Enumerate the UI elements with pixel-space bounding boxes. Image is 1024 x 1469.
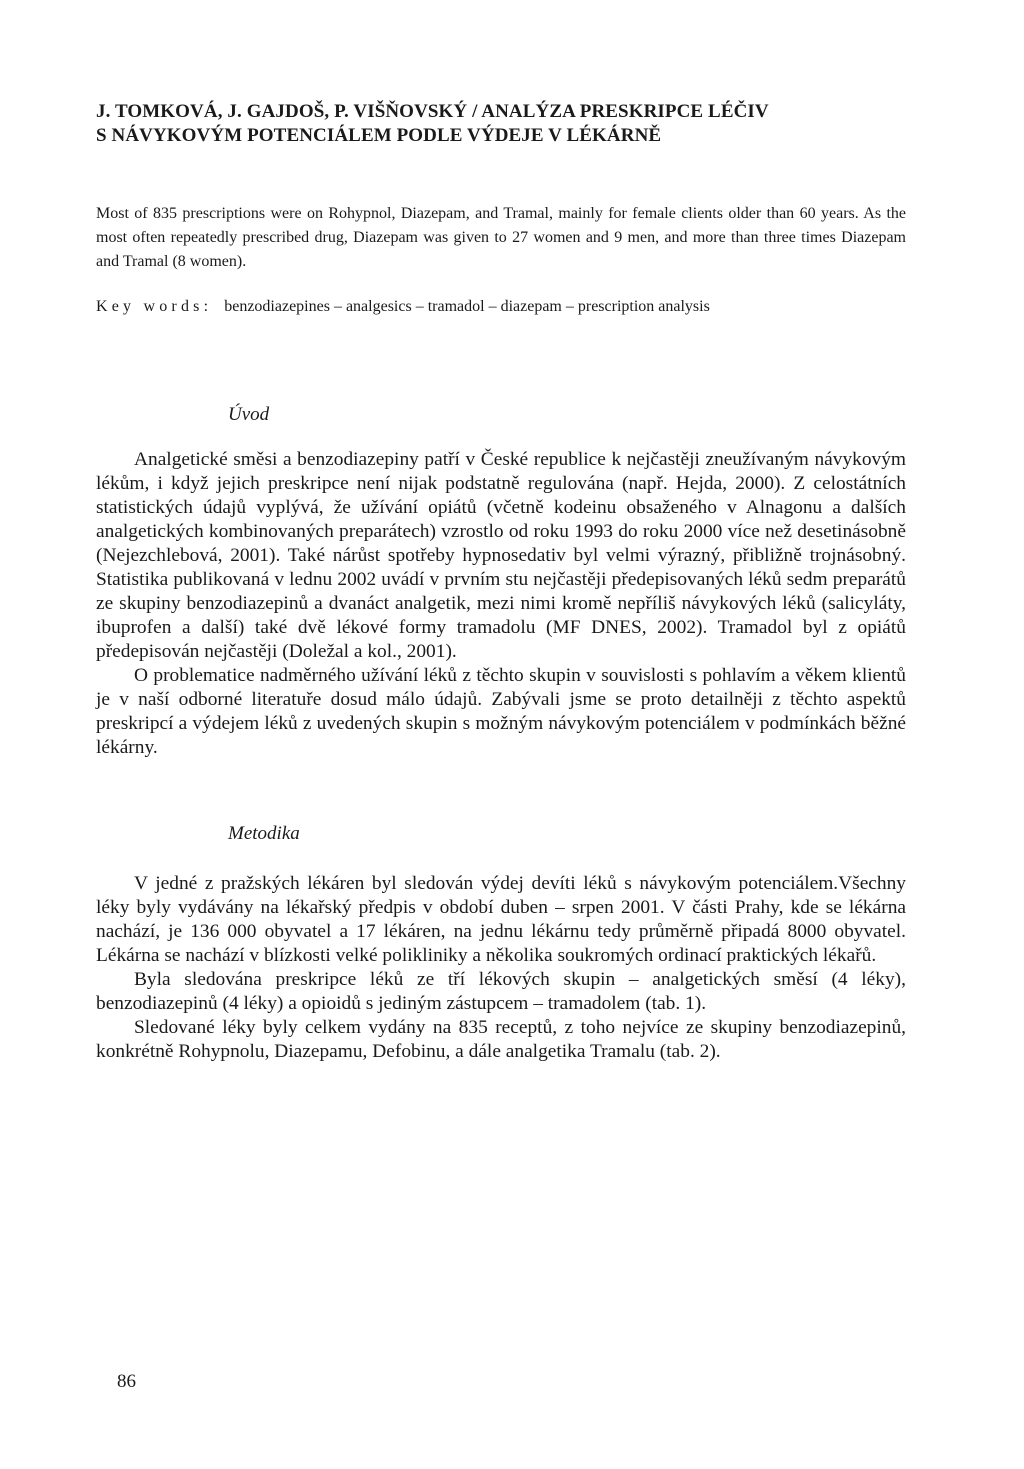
paragraph: Byla sledována preskripce léků ze tří lékových skupin – analgetických směsí (4 léky), benzodiazepinů (4 léky) a opioidů s jediným zástupcem – tramadolem (tab. 1). bbox=[96, 969, 906, 1014]
section-methods-body bbox=[96, 872, 906, 1064]
abstract: Most of 835 prescriptions were on Rohypnol, Diazepam, and Tramal, mainly for female clients older than 60 years. As the most often repeatedly prescribed drug, Diazepam was given to 27 women and 9 men, and more than three times Diazepam and Tramal (8 women). bbox=[96, 205, 906, 270]
keywords-text: benzodiazepines – analgesics – tramadol – diazepam – prescription analysis bbox=[224, 298, 710, 315]
paragraph: Sledované léky byly celkem vydány na 835 receptů, z toho nejvíce ze skupiny benzodiazepinů, konkrétně Rohypnolu, Diazepamu, Defobinu, a dále analgetika Tramalu (tab. 2). bbox=[96, 1017, 906, 1062]
running-header-line-2: S NÁVYKOVÝM POTENCIÁLEM PODLE VÝDEJE V LÉKÁRNĚ bbox=[96, 125, 662, 146]
page-number: 86 bbox=[117, 1371, 136, 1392]
keywords-label: Key words: bbox=[96, 298, 213, 315]
running-header-line-1: J. TOMKOVÁ, J. GAJDOŠ, P. VIŠŇOVSKÝ / ANALÝZA PRESKRIPCE LÉČIV bbox=[96, 101, 769, 122]
keywords bbox=[96, 295, 906, 319]
section-heading-intro: Úvod bbox=[228, 404, 270, 425]
paragraph: V jedné z pražských lékáren byl sledován výdej devíti léků s návykovým potenciálem.Všechny léky byly vydávány na lékařský předpis v období duben – srpen 2001. V části Prahy, kde se lékárna nachází, je 136 000 obyvatel a 17 lékáren, na jednu lékárnu tedy průměrně připadá 8000 obyvatel. Lékárna se nachází v blízkosti velké polikliniky a několika soukromých ordinací praktických lékařů. bbox=[96, 873, 906, 966]
section-intro-body bbox=[96, 448, 906, 760]
paragraph: Analgetické směsi a benzodiazepiny patří v České republice k nejčastěji zneužívaným návykovým lékům, i když jejich preskripce není nijak podstatně regulována (např. Hejda, 2000). Z celostátních statistických údajů vyplývá, že užívání opiátů (včetně kodeinu obsaženého v Alnagonu a dalších analgetických kombinovaných preparátech) vzrostlo od roku 1993 do roku 2000 více než desetinásobně (Nejezchlebová, 2001). Také nárůst spotřeby hypnosedativ byl velmi výrazný, přibližně trojnásobný. Statistika publikovaná v lednu 2002 uvádí v prvním stu nejčastěji předepisovaných léků sedm preparátů ze skupiny benzodiazepinů a dvanáct analgetik, mezi nimi kromě nepříliš návykových léků (salicyláty, ibuprofen a další) také dvě lékové formy tramadolu (MF DNES, 2002). Tramadol byl z opiátů předepisován nejčastěji (Doležal a kol., 2001). bbox=[96, 449, 906, 662]
running-header bbox=[96, 100, 906, 148]
section-heading-methods: Metodika bbox=[228, 823, 300, 844]
paragraph: O problematice nadměrného užívání léků z těchto skupin v souvislosti s pohlavím a věkem klientů je v naší odborné literatuře dosud málo údajů. Zabývali jsme se proto detailněji z těchto aspektů preskripcí a výdejem léků z uvedených skupin s možným návykovým potenciálem v podmínkách běžné lékárny. bbox=[96, 665, 906, 758]
page bbox=[96, 100, 906, 1064]
